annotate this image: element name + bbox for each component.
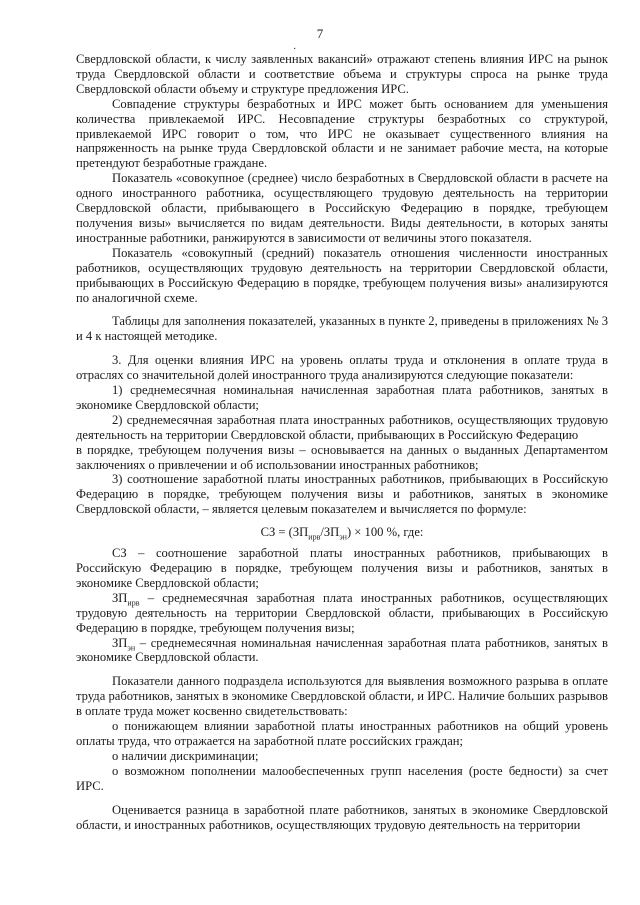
paragraph: 3. Для оценки влияния ИРС на уровень оплаты труда и отклонения в оплате труда в отраслях со значительной долей иностранного труда анализируются следующие показатели:	[76, 353, 608, 383]
definition-term: ЗП	[112, 590, 128, 605]
formula-subscript: эн	[339, 532, 347, 542]
definition-text: – среднемесячная номинальная начисленная заработная плата работников, занятых в экономике Свердловской области.	[76, 635, 608, 665]
paragraph: Совпадение структуры безработных и ИРС может быть основанием для уменьшения количества привлекаемой ИРС. Несовпадение структуры безработных со структурой, привлекаемой ИРС говорит о том, что ИРС не оказывает существенного влияния на напряженность на рынке труда Свердловской области и не занимает рабочие места, на которые претендуют безработные граждане.	[76, 96, 608, 171]
list-item: 3) соотношение заработной платы иностранных работников, прибывающих в Российскую Федерацию в порядке, требующем получения визы и работников, занятых в экономике Свердловской области, – является целевым показателем и вычисляется по формуле:	[76, 472, 608, 517]
paragraph: Показатели данного подраздела используются для выявления возможного разрыва в оплате труда работников, занятых в экономике Свердловской области, и ИРС. Наличие больших разрывов в оплате труда может косвенно свидетельствовать:	[76, 674, 608, 719]
paragraph: Показатель «совокупное (среднее) число безработных в Свердловской области в расчете на одного иностранного работника, осуществляющего трудовую деятельность на территории Свердловской области, прибывающего в Российскую Федерацию в порядке, требующем получения визы» вычисляется по видам деятельности. Виды деятельности, в которых заняты иностранные работники, ранжируются в зависимости от величины этого показателя.	[76, 171, 608, 245]
definition-term-subscript: ирв	[127, 598, 140, 608]
definition-text: – среднемесячная заработная плата иностранных работников, осуществляющих трудовую деятельность на территории Свердловской области, прибывающих в Российскую Федерацию в порядке, требующем получения визы;	[76, 590, 608, 635]
definition-term: СЗ	[112, 546, 127, 561]
paragraph: Таблицы для заполнения показателей, указанных в пункте 2, приведены в приложениях № 3 и 4 к настоящей методике.	[76, 314, 608, 344]
formula-part: /ЗП	[320, 525, 340, 540]
definition-text: – соотношение заработной платы иностранных работников, прибывающих в Российскую Федерацию в порядке, требующем получения визы и работников, занятых в экономике Свердловской области;	[76, 546, 608, 590]
list-item: о возможном пополнении малообеспеченных групп населения (росте бедности) за счет ИРС.	[76, 763, 608, 793]
list-item: о наличии дискриминации;	[112, 748, 259, 763]
paragraph: Свердловской области, к числу заявленных вакансий» отражают степень влияния ИРС на рынок труда Свердловской области и соответствие объема и структуры спроса на рынке труда Свердловской области объему и структуре предложения ИРС.	[76, 52, 608, 96]
definition-term: ЗП	[112, 635, 128, 650]
formula-subscript: ирв	[308, 532, 321, 542]
formula-part: СЗ = (ЗП	[260, 525, 309, 540]
paragraph: Показатель «совокупный (средний) показатель отношения численности иностранных работников, осуществляющих трудовую деятельность на территории Свердловской области, прибывающих в Российскую Федерацию в порядке, требующем получения визы» анализируются по аналогичной схеме.	[76, 245, 608, 305]
paragraph: Оценивается разница в заработной плате работников, занятых в экономике Свердловской области, и иностранных работников, осуществляющих трудовую деятельность на территории	[76, 802, 608, 832]
list-item: 2) среднемесячная заработная плата иностранных работников, осуществляющих трудовую деятельность на территории Свердловской области, прибывающих в Российскую Федерацию	[76, 412, 608, 442]
list-item: о понижающем влиянии заработной платы иностранных работников на общий уровень оплаты труда, что отражается на заработной плате российских граждан;	[76, 719, 608, 748]
definition	[76, 546, 608, 591]
definition	[76, 591, 608, 636]
definition-term-subscript: эн	[127, 643, 136, 653]
document-body	[76, 52, 608, 832]
scan-mark: ·	[293, 44, 297, 55]
formula	[76, 525, 608, 540]
paragraph: в порядке, требующем получения визы – основывается на данных о выданных Департаментом заключениях о привлечении и об использовании иностранных работников;	[76, 442, 608, 472]
definition	[76, 636, 608, 666]
page-number: 7	[316, 26, 324, 41]
list-item: 1) среднемесячная номинальная начисленная заработная плата работников, занятых в экономике Свердловской области;	[76, 383, 608, 412]
formula-part: ) × 100 %, где:	[346, 525, 424, 540]
